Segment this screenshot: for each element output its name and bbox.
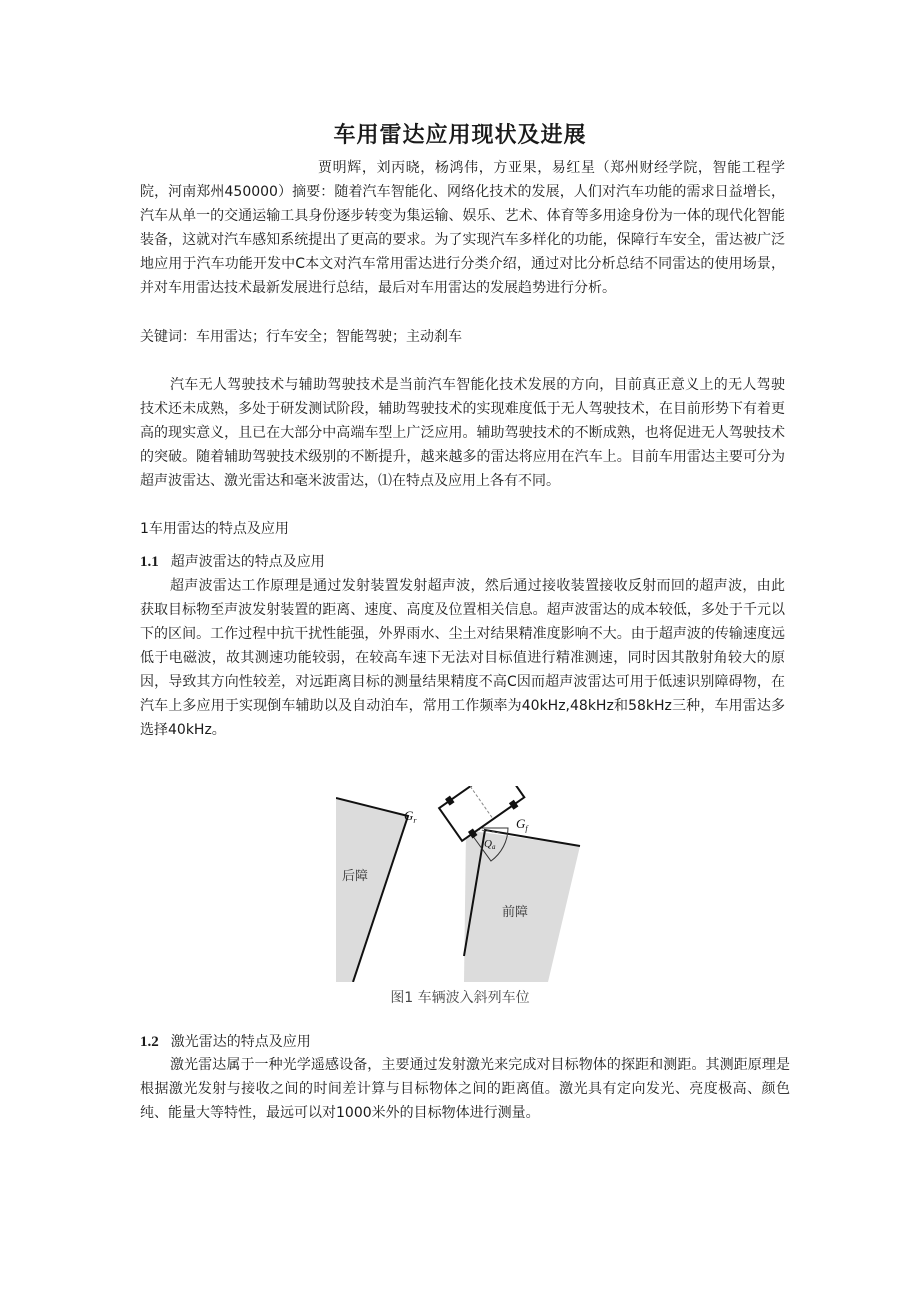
rear-obstacle-shape xyxy=(336,798,408,982)
section-1-1-heading xyxy=(140,550,325,574)
rear-obstacle-label: 后障 xyxy=(342,869,369,884)
figure-caption: 图1 车辆波入斜列车位 xyxy=(390,990,530,1006)
section-1-1-paragraph: 超声波雷达工作原理是通过发射装置发射超声波，然后通过接收装置接收反射而回的超声波，由此获取目标物至声波发射装置的距离、速度、高度及位置相关信息。超声波雷达的成本较低，多处于千元以下的区间。工作过程中抗干扰性能强，外界雨水、尘土对结果精准度影响不大。由于超声波的传输速度远低于电磁波，故其测速功能较弱，在较高车速下无法对目标值进行精准测速，同时因其散射角较大的原因，导致其方向性较差，对远距离目标的测量结果精度不高C因而超声波雷达可用于低速识别障碍物，在汽车上多应用于实现倒车辅助以及自动泊车，常用工作频率为40kHz,48kHz和58kHz三种，车用雷达多选择40kHz。 xyxy=(140,578,785,738)
front-obstacle-label: 前障 xyxy=(502,905,529,920)
gf-label: $G_f$ xyxy=(516,816,528,833)
authors-and-abstract: 贾明辉，刘丙晓，杨鸿伟，方亚果，易红星（郑州财经学院，智能工程学院，河南郑州450000）摘要：随着汽车智能化、网络化技术的发展，人们对汽车功能的需求日益增长，汽车从单一的交通运输工具身份逐步转变为集运输、娱乐、艺术、体育等多用途身份为一体的现代化智能装备，这就对汽车感知系统提出了更高的要求。为了实现汽车多样化的功能，保障行车安全，雷达被广泛地应用于汽车功能开发中C本文对汽车常用雷达进行分类介绍，通过对比分析总结不同雷达的使用场景，并对车用雷达技术最新发展进行总结，最后对车用雷达的发展趋势进行分析。 xyxy=(140,160,785,296)
angle-label: Qa xyxy=(484,838,496,851)
parking-diagram xyxy=(336,786,598,982)
section-title: 超声波雷达的特点及应用 xyxy=(170,554,325,570)
section-title: 激光雷达的特点及应用 xyxy=(170,1034,311,1050)
paper-title: 车用雷达应用现状及进展 xyxy=(333,123,587,148)
section-number: 1.1 xyxy=(140,554,159,570)
gr-label: $G_r$ xyxy=(404,808,417,825)
section-number: 1.2 xyxy=(140,1034,159,1050)
intro-paragraph: 汽车无人驾驶技术与辅助驾驶技术是当前汽车智能化技术发展的方向，目前真正意义上的无人驾驶技术还未成熟，多处于研发测试阶段，辅助驾驶技术的实现难度低于无人驾驶技术，在目前形势下有着更高的现实意义，且已在大部分中高端车型上广泛应用。辅助驾驶技术的不断成熟，也将促进无人驾驶技术的突破。随着辅助驾驶技术级别的不断提升，越来越多的雷达将应用在汽车上。目前车用雷达主要可分为超声波雷达、激光雷达和毫米波雷达，⑴在特点及应用上各有不同。 xyxy=(140,377,785,489)
section-1-2-heading xyxy=(140,1030,311,1054)
keywords: 关键词：车用雷达；行车安全；智能驾驶；主动刹车 xyxy=(140,329,462,345)
section-1-heading: 1车用雷达的特点及应用 xyxy=(140,521,289,537)
section-1-2-paragraph: 激光雷达属于一种光学遥感设备，主要通过发射激光来完成对目标物体的探距和测距。其测距原理是根据激光发射与接收之间的时间差计算与目标物体之间的距离值。激光具有定向发光、亮度极高、颜色纯、能量大等特性，最远可以对1000米外的目标物体进行测量。 xyxy=(140,1057,790,1121)
